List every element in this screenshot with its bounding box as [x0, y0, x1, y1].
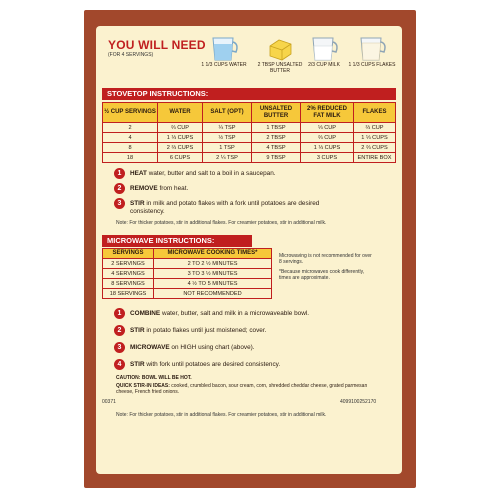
header-butter: UNSALTED BUTTER [252, 103, 301, 123]
table-cell: 6 CUPS [158, 153, 203, 163]
table-cell: 8 SERVINGS [103, 279, 154, 289]
table-cell: NOT RECOMMENDED [154, 289, 272, 299]
servings-subtitle: (FOR 4 SERVINGS) [108, 52, 154, 58]
code-left: 00371 [102, 399, 116, 405]
measuring-cup-milk-icon [309, 34, 339, 62]
microwave-header-row [103, 249, 272, 259]
step-number: 3 [114, 198, 125, 209]
table-row [103, 133, 396, 143]
microwave-title: MICROWAVE INSTRUCTIONS: [102, 235, 252, 247]
header-servings: SERVINGS [103, 249, 154, 259]
ingredient-milk-label: 2/3 CUP MILK [308, 62, 340, 68]
step-text: on HIGH using chart (above). [169, 344, 255, 351]
table-cell: ⅓ CUP [301, 123, 354, 133]
table-row [103, 153, 396, 163]
table-cell: 4 TBSP [252, 143, 301, 153]
table-cell: ENTIRE BOX [354, 153, 396, 163]
quick-label: QUICK STIR-IN IDEAS: [116, 383, 170, 389]
butter-icon [265, 34, 295, 62]
table-cell: 2 ⅔ CUPS [354, 143, 396, 153]
step-verb: HEAT [130, 170, 147, 177]
measuring-cup-water-icon [209, 34, 239, 62]
step-text: with fork until potatoes are desired consistency. [144, 361, 281, 368]
microwave-side-note-1: Microwaving is not recommended for over 8 servings. [279, 253, 372, 265]
stovetop-table [102, 102, 396, 163]
microwave-side-note-2: *Because microwaves cook differently, times are approximate. [279, 269, 365, 281]
stovetop-note: Note: For thicker potatoes, stir in additional flakes. For creamier potatoes, stir in additional milk. [116, 220, 327, 226]
code-right: 4099100252170 [340, 399, 377, 405]
stovetop-header-row [103, 103, 396, 123]
header-cooking-times: MICROWAVE COOKING TIMES* [154, 249, 272, 259]
header-salt: SALT (OPT) [203, 103, 252, 123]
quick-text: cooked, crumbled bacon, sour cream, corn, shredded cheddar cheese, grated parmesan cheese, French fried onions. [116, 383, 368, 395]
table-cell: 4 SERVINGS [103, 269, 154, 279]
step-text: in milk and potato flakes with a fork until potatoes are desired consistency. [130, 200, 320, 215]
table-row [103, 123, 396, 133]
step-number: 3 [114, 342, 125, 353]
table-cell: 1 ⅓ CUPS [301, 143, 354, 153]
step-verb: STIR [130, 361, 145, 368]
table-row [103, 269, 272, 279]
table-cell: 1 ⅓ CUPS [354, 133, 396, 143]
table-cell: 2 ¼ TSP [203, 153, 252, 163]
step-text: water, butter and salt to a boil in a saucepan. [146, 170, 276, 177]
table-cell: 18 SERVINGS [103, 289, 154, 299]
table-cell: 2 SERVINGS [103, 259, 154, 269]
caution-text: CAUTION: BOWL WILL BE HOT. [116, 375, 192, 381]
step-verb: REMOVE [130, 185, 158, 192]
table-cell: 2 TBSP [252, 133, 301, 143]
table-cell: 1 TSP [203, 143, 252, 153]
quick-stir-in-ideas [116, 383, 386, 395]
table-cell: 8 [103, 143, 158, 153]
table-cell: ⅔ CUP [354, 123, 396, 133]
table-cell: 4 ½ TO 5 MINUTES [154, 279, 272, 289]
table-cell: ¼ TSP [203, 123, 252, 133]
you-will-need-title: YOU WILL NEED [108, 38, 206, 52]
step-number: 1 [114, 308, 125, 319]
step-number: 4 [114, 359, 125, 370]
ingredient-water-label: 1 1/3 CUPS WATER [201, 62, 247, 68]
microwave-table [102, 248, 272, 299]
table-row [103, 259, 272, 269]
step-verb: STIR [130, 327, 145, 334]
header-milk: 2% REDUCED FAT MILK [301, 103, 354, 123]
table-cell: ½ TSP [203, 133, 252, 143]
step-verb: STIR [130, 200, 145, 207]
stovetop-title: STOVETOP INSTRUCTIONS: [102, 88, 396, 100]
ingredient-water [196, 34, 252, 68]
table-cell: 2 TO 2 ½ MINUTES [154, 259, 272, 269]
table-cell: 3 CUPS [301, 153, 354, 163]
table-cell: 2 [103, 123, 158, 133]
header-servings: ½ CUP SERVINGS [103, 103, 158, 123]
step-text: in potato flakes until just moistened; cover. [144, 327, 267, 334]
table-row [103, 289, 272, 299]
step-verb: COMBINE [130, 310, 161, 317]
table-cell: 9 TBSP [252, 153, 301, 163]
table-row [103, 279, 272, 289]
table-cell: 2 ⅔ CUPS [158, 143, 203, 153]
microwave-note: Note: For thicker potatoes, stir in additional flakes. For creamier potatoes, stir in additional milk. [116, 412, 327, 418]
header-flakes: FLAKES [354, 103, 396, 123]
table-row [103, 143, 396, 153]
step-number: 1 [114, 168, 125, 179]
table-cell: 3 TO 3 ½ MINUTES [154, 269, 272, 279]
step-number: 2 [114, 183, 125, 194]
step-verb: MICROWAVE [130, 344, 170, 351]
ingredient-flakes [344, 34, 400, 68]
table-cell: 1 TBSP [252, 123, 301, 133]
ingredient-butter-label: 2 TBSP UNSALTED BUTTER [257, 62, 303, 74]
step-text: from heat. [157, 185, 189, 192]
header-water: WATER [158, 103, 203, 123]
table-cell: ⅔ CUP [158, 123, 203, 133]
measuring-cup-flakes-icon [357, 34, 387, 62]
step-number: 2 [114, 325, 125, 336]
step-text: water, butter, salt and milk in a microwaveable bowl. [160, 310, 310, 317]
table-cell: 18 [103, 153, 158, 163]
ingredient-flakes-label: 1 1/3 CUPS FLAKES [348, 62, 396, 68]
table-cell: 1 ⅓ CUPS [158, 133, 203, 143]
table-cell: 4 [103, 133, 158, 143]
table-cell: ⅔ CUP [301, 133, 354, 143]
instructions-panel [96, 26, 402, 474]
